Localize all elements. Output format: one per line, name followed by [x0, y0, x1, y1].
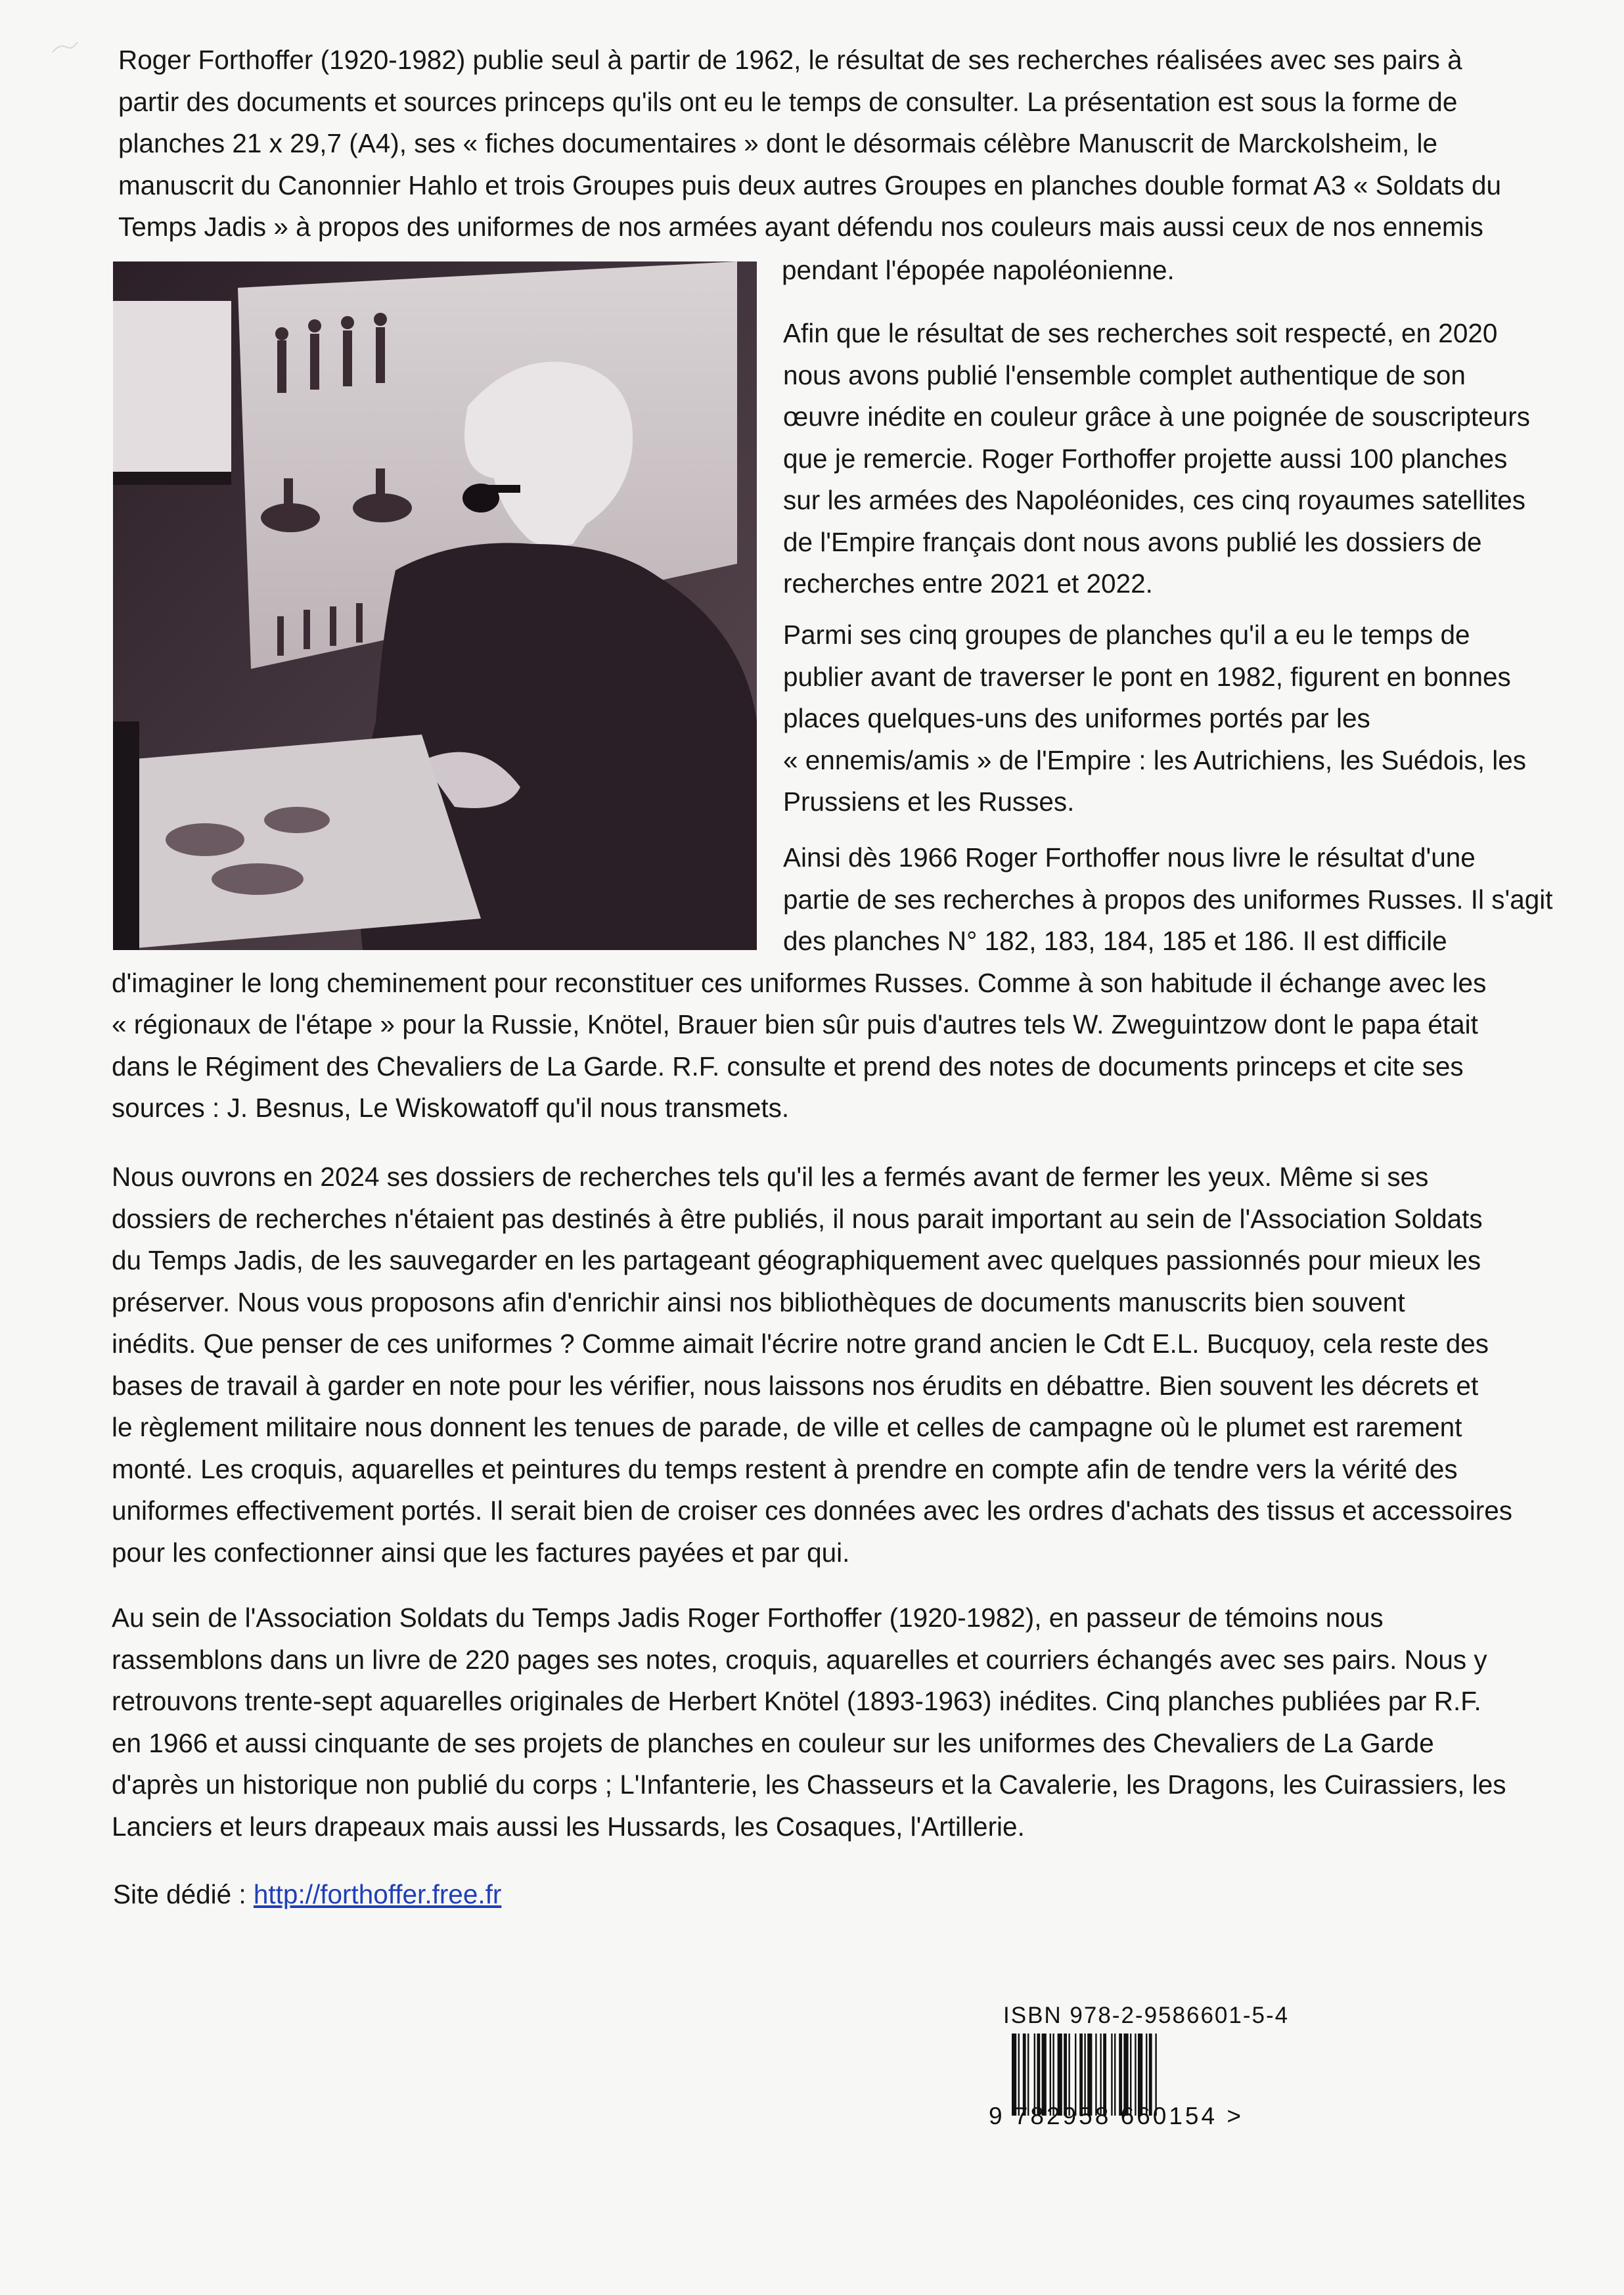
text-line: uniformes effectivement portés. Il serait bien de croiser ces données avec les ordres d'achats des tissus et accessoires: [112, 1495, 1513, 1526]
russian-uniforms-paragraph: [783, 837, 1553, 920]
text-line: manuscrit du Canonnier Hahlo et trois Groupes puis deux autres Groupes en planches double format A3 « Soldats du: [118, 170, 1501, 200]
text-line: publier avant de traverser le pont en 1982, figurent en bonnes: [783, 661, 1511, 692]
text-line: dossiers de recherches n'étaient pas destinés à être publiés, il nous parait important au sein de l'Association Soldats: [112, 1203, 1483, 1234]
text-line: d'imaginer le long cheminement pour reconstituer ces uniformes Russes. Comme à son habitude il échange avec les: [112, 967, 1487, 998]
text-line: Parmi ses cinq groupes de planches qu'il a eu le temps de: [783, 620, 1470, 650]
website-label: Site dédié :: [113, 1879, 254, 1909]
text-line: « ennemis/amis » de l'Empire : les Autrichiens, les Suédois, les: [783, 744, 1527, 775]
text-line: dans le Régiment des Chevaliers de La Garde. R.F. consulte et prend des notes de documents princeps et cite ses: [112, 1051, 1464, 1081]
text-line: sur les armées des Napoléonides, ces cinq royaumes satellites: [783, 485, 1526, 515]
text-line: nous avons publié l'ensemble complet authentique de son: [783, 359, 1466, 390]
text-line: Temps Jadis » à propos des uniformes de nos armées ayant défendu nos couleurs mais aussi ceux de nos ennemis: [118, 212, 1483, 242]
groups-paragraph: [783, 614, 1526, 823]
text-line: préserver. Nous vous proposons afin d'enrichir ainsi nos bibliothèques de documents manuscrits bien souvent: [112, 1286, 1405, 1317]
text-line: recherches entre 2021 et 2022.: [783, 568, 1153, 599]
text-line: places quelques-uns des uniformes portés par les: [783, 703, 1370, 733]
website-line: [113, 1874, 501, 1916]
publication-paragraph: [783, 313, 1530, 605]
text-line: du Temps Jadis, de les sauvegarder en les partageant géographiquement avec quelques passionnés pour mieux les: [112, 1245, 1481, 1275]
text-line: bases de travail à garder en note pour les vérifier, nous laissons nos érudits en débattre. Bien souvent les décrets et: [112, 1370, 1479, 1401]
text-line: partie de ses recherches à propos des uniformes Russes. Il s'agit: [783, 884, 1553, 915]
text-line: sources : J. Besnus, Le Wiskowatoff qu'il nous transmets.: [112, 1093, 790, 1123]
website-link[interactable]: http://forthoffer.free.fr: [253, 1879, 502, 1909]
text-line: rassemblons dans un livre de 220 pages ses notes, croquis, aquarelles et courriers échangés avec ses pairs. Nous y: [112, 1644, 1487, 1675]
text-line: d'après un historique non publié du corps ; L'Infanterie, les Chasseurs et la Cavalerie, les Dragons, les Cuirassiers, les: [112, 1769, 1506, 1800]
text-line: œuvre inédite en couleur grâce à une poignée de souscripteurs: [783, 401, 1530, 432]
photograph-icon: [113, 261, 757, 950]
isbn-label: ISBN 978-2-9586601-5-4: [1003, 2003, 1290, 2028]
text-line: Nous ouvrons en 2024 ses dossiers de recherches tels qu'il les a fermés avant de fermer les yeux. Même si ses: [112, 1162, 1429, 1192]
intro-paragraph-tail: [782, 250, 1175, 292]
author-photo: [113, 261, 757, 950]
text-line: Au sein de l'Association Soldats du Temps Jadis Roger Forthoffer (1920-1982), en passeur de témoins nous: [112, 1602, 1384, 1633]
russian-uniforms-paragraph-continued: [112, 920, 1486, 1129]
text-line: Ainsi dès 1966 Roger Forthoffer nous livre le résultat d'une: [783, 842, 1476, 873]
text-line: « régionaux de l'étape » pour la Russie, Knötel, Brauer bien sûr puis d'autres tels W. Zweguintzow dont le papa était: [112, 1009, 1478, 1039]
text-line: en 1966 et aussi cinquante de ses projets de planches en couleur sur les uniformes des Chevaliers de La Garde: [112, 1727, 1434, 1758]
text-line: que je remercie. Roger Forthoffer projette aussi 100 planches: [783, 443, 1508, 474]
barcode-digits: 9 782958 660154 >: [989, 2102, 1244, 2129]
text-line: monté. Les croquis, aquarelles et peintures du temps restent à prendre en compte afin de tendre vers la vérité des: [112, 1453, 1458, 1484]
text-line: Lanciers et leurs drapeaux mais aussi les Hussards, les Cosaques, l'Artillerie.: [112, 1811, 1025, 1842]
text-line: pour les confectionner ainsi que les factures payées et par qui.: [112, 1537, 850, 1568]
intro-paragraph: [118, 39, 1590, 248]
scan-mark-icon: [46, 38, 85, 58]
book-contents-paragraph: [112, 1597, 1506, 1848]
text-line: Roger Forthoffer (1920-1982) publie seul à partir de 1962, le résultat de ses recherches réalisées avec ses pairs à: [118, 45, 1462, 75]
research-files-paragraph: [112, 1156, 1512, 1574]
text-line: partir des documents et sources princeps qu'ils ont eu le temps de consulter. La présentation est sous la forme de: [118, 86, 1458, 117]
text-line: de l'Empire français dont nous avons publié les dossiers de: [783, 526, 1482, 557]
text-line: Prussiens et les Russes.: [783, 786, 1075, 817]
text-line: retrouvons trente-sept aquarelles originales de Herbert Knötel (1893-1963) inédites. Cinq planches publiées par R.F.: [112, 1686, 1481, 1716]
text-line: planches 21 x 29,7 (A4), ses « fiches documentaires » dont le désormais célèbre Manuscrit de Marckolsheim, le: [118, 128, 1437, 158]
text-line: pendant l'épopée napoléonienne.: [782, 255, 1175, 285]
text-line: Afin que le résultat de ses recherches soit respecté, en 2020: [783, 318, 1498, 348]
text-line: des planches N° 182, 183, 184, 185 et 186. Il est difficile: [783, 926, 1447, 956]
text-line: inédits. Que penser de ces uniformes ? Comme aimait l'écrire notre grand ancien le Cdt E.L. Bucquoy, cela reste des: [112, 1329, 1489, 1359]
text-line: le règlement militaire nous donnent les tenues de parade, de ville et celles de campagne où le plumet est rarement: [112, 1412, 1462, 1442]
